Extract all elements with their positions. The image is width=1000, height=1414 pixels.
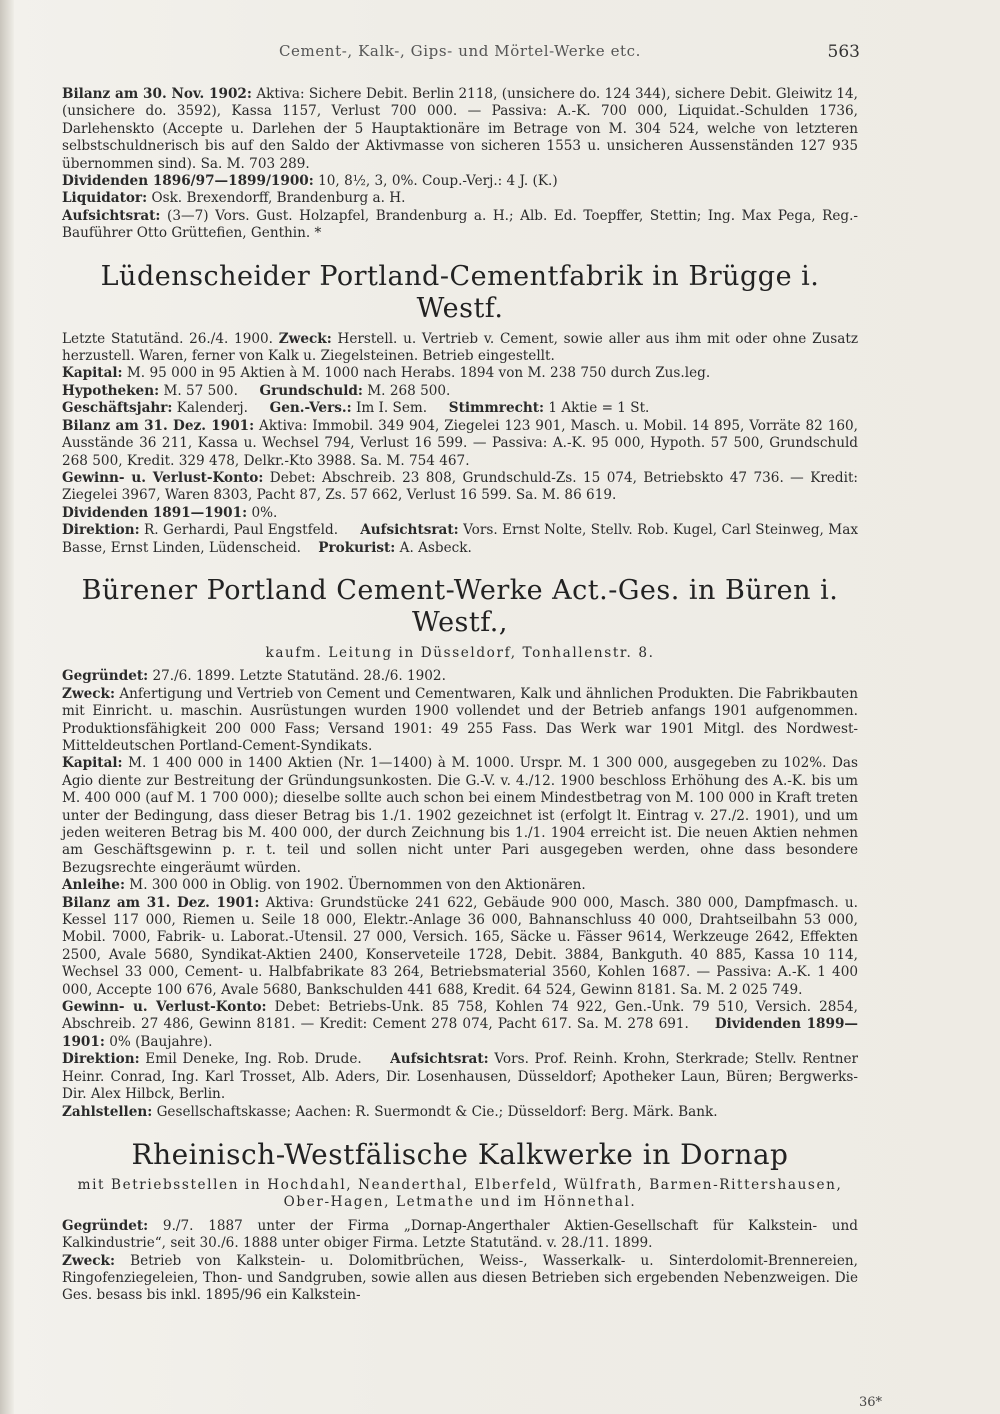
zweck-paragraph — [62, 1253, 858, 1305]
hypotheken-label: Hypotheken: — [62, 382, 160, 399]
aufsichtsrat-label: Aufsichtsrat: — [360, 522, 459, 539]
zweck-label: Zweck: — [62, 1252, 115, 1269]
aufsichtsrat-text: Vors. Prof. Reinh. Krohn, Sterkrade; Stellv. Rentner Heinr. Conrad, Ing. Karl Trosset, Alb. Aders, Dir. Losenhausen, Düsseldorf; Apotheker Laun, Büren; Bergwerks-Dir. Alex Hilbck, Berlin. — [62, 1051, 859, 1103]
kapital-text: M. 1 400 000 in 1400 Aktien (Nr. 1—1400) à M. 1000. Urspr. M. 1 300 000, ausgegeben zu 102%. Das Agio diente zur Bestreitung der Gründungsunkosten. Die G.-V. v. 4./12. 1900 beschloss Erhöhung des A.-K. bis um M. 400 000 (auf M. 1 700 000); dieselbe sollte auch schon bei einem Mindestbetrag von M. 100 000 in Kraft treten unter der Bedingung, dass dieser Betrag bis 1./1. 1902 gezeichnet ist (erfolgt lt. Eintrag v. 27./2. 1901), und um jeden weiteren Betrag bis M. 400 000, der durch Zeichnung bis 1./1. 1904 erreicht ist. Die neuen Aktien nehmen am Geschäftsgewinn p. r. t. teil und sollen nicht unter Pari ausgegeben werden, ohne dass besondere Bezugsrechte eingeräumt würden. — [62, 755, 858, 876]
zahlstellen-text: Gesellschaftskasse; Aachen: R. Suermondt & Cie.; Düsseldorf: Berg. Märk. Bank. — [156, 1103, 718, 1120]
zweck-label: Zweck: — [62, 685, 115, 702]
geschaeftsjahr-paragraph — [62, 400, 858, 417]
aufsichtsrat-label: Aufsichtsrat: — [390, 1051, 489, 1068]
entry-rheinisch-westfaelische — [62, 1139, 858, 1305]
dividenden-paragraph — [62, 505, 858, 522]
guv-label: Gewinn- u. Verlust-Konto: — [62, 999, 267, 1016]
page-header — [60, 42, 860, 66]
gegruendet-text: 27./6. 1899. Letzte Statutänd. 28./6. 1902. — [152, 668, 446, 685]
page-number: 563 — [827, 42, 860, 62]
bilanz-paragraph — [62, 86, 858, 173]
liquidator-paragraph — [62, 190, 858, 207]
zweck-text: Betrieb von Kalkstein- u. Dolomitbrüchen, Weiss-, Wasserkalk- u. Sinterdolomit-Brennereien, Ringofenziegeleien, Thon- und Sandgruben, sowie allen aus diesen Betrieben sich ergebenden Nebenzweigen. Die Ges. besass bis inkl. 1895/96 ein Kalkstein- — [62, 1252, 858, 1304]
geschaeftsjahr-text: Kalenderj. — [176, 400, 248, 417]
bilanz-text: Aktiva: Immobil. 349 904, Ziegelei 123 901, Masch. u. Mobil. 14 895, Vorräte 82 160, Ausstände 36 211, Kassa u. Wechsel 794, Verlust 16 599. — Passiva: A.-K. 95 000, Hypoth. 57 500, Grundschuld 268 500, Kredit. 329 478, Delkr.-Kto 3988. Sa. M. 754 467. — [62, 417, 858, 469]
prokurist-text: A. Asbeck. — [399, 539, 472, 556]
guv-text: Debet: Abschreib. 23 808, Grundschuld-Zs. 15 074, Betriebskto 47 736. — Kredit: Ziegelei 3967, Waren 8303, Pacht 87, Zs. 57 662, Verlust 16 599. Sa. M. 86 619. — [62, 469, 858, 504]
zweck-text: Herstell. u. Vertrieb v. Cement, sowie aller aus ihm mit oder ohne Zusatz herzustell. Waren, ferner von Kalk u. Ziegelsteinen. Betrieb eingestellt. — [62, 330, 858, 365]
genvers-label: Gen.-Vers.: — [269, 400, 352, 417]
firm-subtitle: kaufm. Leitung in Düsseldorf, Tonhallenstr. 8. — [265, 644, 655, 661]
kapital-paragraph — [62, 365, 858, 382]
bilanz-text: Aktiva: Grundstücke 241 622, Gebäude 900 000, Masch. 380 000, Dampfmasch. u. Kessel 117 000, Riemen u. Seile 18 000, Elektr.-Anlage 36 000, Bahnanschluss 40 000, Drahtseilbahn 53 000, Mobil. 7000, Fabrik- u. Laborat.-Utensil. 27 000, Versich. 165, Säcke u. Fässer 9614, Werkzeuge 2642, Effekten 2500, Avale 5680, Syndikat-Aktien 2400, Konserveteile 1728, Debit. 3884, Bankguth. 40 885, Kassa 10 114, Wechsel 33 000, Cement- u. Halbfabrikate 83 264, Betriebsmaterial 3560, Kohlen 1687. — Passiva: A.-K. 1 400 000, Accepte 100 676, Avale 5680, Bankschulden 441 688, Kredit. 64 524, Gewinn 8181. Sa. M. 2 025 749. — [62, 894, 858, 998]
running-title: Cement-, Kalk-, Gips- und Mörtel-Werke etc. — [278, 42, 642, 60]
gegruendet-label: Gegründet: — [62, 668, 149, 685]
grundschuld-text: M. 268 500. — [367, 382, 451, 399]
entry-buerener — [62, 575, 858, 1121]
direktion-label: Direktion: — [62, 1051, 140, 1068]
dividenden-label: Dividenden 1899—1901: — [62, 1016, 859, 1050]
firm-title: Bürener Portland Cement-Werke Act.-Ges. in Büren i. Westf., — [81, 574, 839, 638]
stimmrecht-label: Stimmrecht: — [448, 400, 545, 417]
aufsichtsrat-paragraph — [62, 208, 858, 243]
dividenden-label: Dividenden 1891—1901: — [62, 504, 248, 521]
kapital-paragraph — [62, 755, 858, 877]
aufsichtsrat-label: Aufsichtsrat: — [62, 207, 161, 224]
gegruendet-paragraph — [62, 668, 858, 685]
dividenden-text: 0% (Baujahre). — [109, 1033, 213, 1050]
grundschuld-label: Grundschuld: — [259, 382, 363, 399]
prokurist-label: Prokurist: — [318, 539, 396, 556]
direktion-paragraph — [62, 522, 858, 557]
gegruendet-label: Gegründet: — [62, 1217, 149, 1234]
direktion-paragraph — [62, 1051, 858, 1103]
bilanz-paragraph — [62, 895, 858, 999]
hypotheken-text: M. 57 500. — [163, 382, 238, 399]
firm-subtitle: mit Betriebsstellen in Hochdahl, Neanderthal, Elberfeld, Wülfrath, Barmen-Rittershausen, Ober-Hagen, Letmathe und im Hönnethal. — [77, 1176, 843, 1211]
entry-continued-firm — [62, 86, 858, 243]
liquidator-label: Liquidator: — [62, 190, 148, 207]
genvers-text: Im I. Sem. — [355, 400, 428, 417]
zweck-label: Zweck: — [278, 330, 332, 347]
aufsichtsrat-text: Vors. Ernst Nolte, Stellv. Rob. Kugel, Carl Steinweg, Max Basse, Ernst Linden, Lüdenscheid. — [62, 522, 858, 556]
aufsichtsrat-text: (3—7) Vors. Gust. Holzapfel, Brandenburg a. H.; Alb. Ed. Toepffer, Stettin; Ing. Max Pega, Reg.-Bauführer Otto Grüttefien, Genthin. * — [62, 207, 858, 242]
geschaeftsjahr-label: Geschäftsjahr: — [62, 400, 173, 417]
anleihe-paragraph — [62, 877, 858, 894]
dividenden-label: Dividenden 1896/97—1899/1900: — [62, 173, 314, 190]
kapital-label: Kapital: — [62, 365, 123, 382]
zahlstellen-paragraph — [62, 1104, 858, 1121]
gegruendet-paragraph — [62, 1218, 858, 1253]
guv-paragraph — [62, 470, 858, 505]
firm-title: Rheinisch-Westfälische Kalkwerke in Dornap — [131, 1137, 789, 1171]
statut-zweck-paragraph — [62, 331, 858, 366]
guv-text: Debet: Betriebs-Unk. 85 758, Kohlen 74 922, Gen.-Unk. 79 510, Versich. 2854, Abschreib. 27 486, Gewinn 8181. — Kredit: Cement 278 074, Pacht 617. Sa. M. 278 691. — [62, 999, 858, 1033]
hypotheken-paragraph — [62, 383, 858, 400]
direktion-text: Emil Deneke, Ing. Rob. Drude. — [145, 1051, 362, 1068]
page-body — [62, 86, 858, 1305]
guv-label: Gewinn- u. Verlust-Konto: — [62, 469, 264, 486]
statut-text: Letzte Statutänd. 26./4. 1900. — [62, 330, 273, 347]
bilanz-label: Bilanz am 31. Dez. 1901: — [62, 894, 260, 911]
guv-paragraph — [62, 999, 858, 1051]
kapital-text: M. 95 000 in 95 Aktien à M. 1000 nach Herabs. 1894 von M. 238 750 durch Zus.leg. — [126, 365, 711, 382]
bilanz-paragraph — [62, 418, 858, 470]
dividenden-text: 10, 8½, 3, 0%. Coup.-Verj.: 4 J. (K.) — [318, 173, 558, 190]
gegruendet-text: 9./7. 1887 unter der Firma „Dornap-Angerthaler Aktien-Gesellschaft für Kalkstein- und Kalkindustrie“, seit 30./6. 1888 unter obiger Firma. Letzte Statutänd. v. 28./11. 1899. — [62, 1217, 859, 1252]
bilanz-text: Aktiva: Sichere Debit. Berlin 2118, (unsichere do. 124 344), sichere Debit. Gleiwitz 14, (unsichere do. 3592), Kassa 1157, Verlust 700 000. — Passiva: A.-K. 700 000, Liquidat.-Schulden 1736, Darlehenskto (Accepte u. Darlehen der 5 Hauptaktionäre im Betrage von M. 304 524, welche von letzteren selbstschuldnerisch bis auf den Saldo der Aktivmasse von sicheren 1553 u. unsicheren Aussenständen 127 935 übernommen sind). Sa. M. 703 289. — [62, 86, 859, 172]
dividenden-paragraph — [62, 173, 858, 190]
bilanz-label: Bilanz am 30. Nov. 1902: — [62, 86, 252, 102]
stimmrecht-text: 1 Aktie = 1 St. — [548, 400, 650, 417]
zahlstellen-label: Zahlstellen: — [62, 1103, 153, 1120]
zweck-text: Anfertigung und Vertrieb von Cement und Cementwaren, Kalk und ähnlichen Produkten. Die Fabrikbauten mit Einricht. u. maschin. Ausrüstungen wurden 1900 vollendet und der Betrieb anfangs 1901 aufgenommen. Produktionsfähigkeit 200 000 Fass; Versand 1901: 49 255 Fass. Das Werk war 1901 Mitgl. des Nordwest-Mitteldeutschen Portland-Cement-Syndikats. — [62, 685, 858, 754]
bilanz-label: Bilanz am 31. Dez. 1901: — [62, 417, 255, 434]
zweck-paragraph — [62, 686, 858, 756]
dividenden-text: 0%. — [251, 504, 278, 521]
anleihe-label: Anleihe: — [62, 877, 125, 894]
firm-title: Lüdenscheider Portland-Cementfabrik in Brügge i. Westf. — [100, 260, 820, 324]
signature-mark: 36* — [858, 1395, 882, 1410]
page-gutter-shadow — [0, 0, 14, 1414]
direktion-text: R. Gerhardi, Paul Engstfeld. — [144, 522, 339, 539]
direktion-label: Direktion: — [62, 522, 140, 539]
liquidator-text: Osk. Brexendorff, Brandenburg a. H. — [151, 190, 406, 207]
kapital-label: Kapital: — [62, 755, 123, 772]
anleihe-text: M. 300 000 in Oblig. von 1902. Übernommen von den Aktionären. — [129, 877, 586, 894]
entry-luedenscheider — [62, 261, 858, 557]
